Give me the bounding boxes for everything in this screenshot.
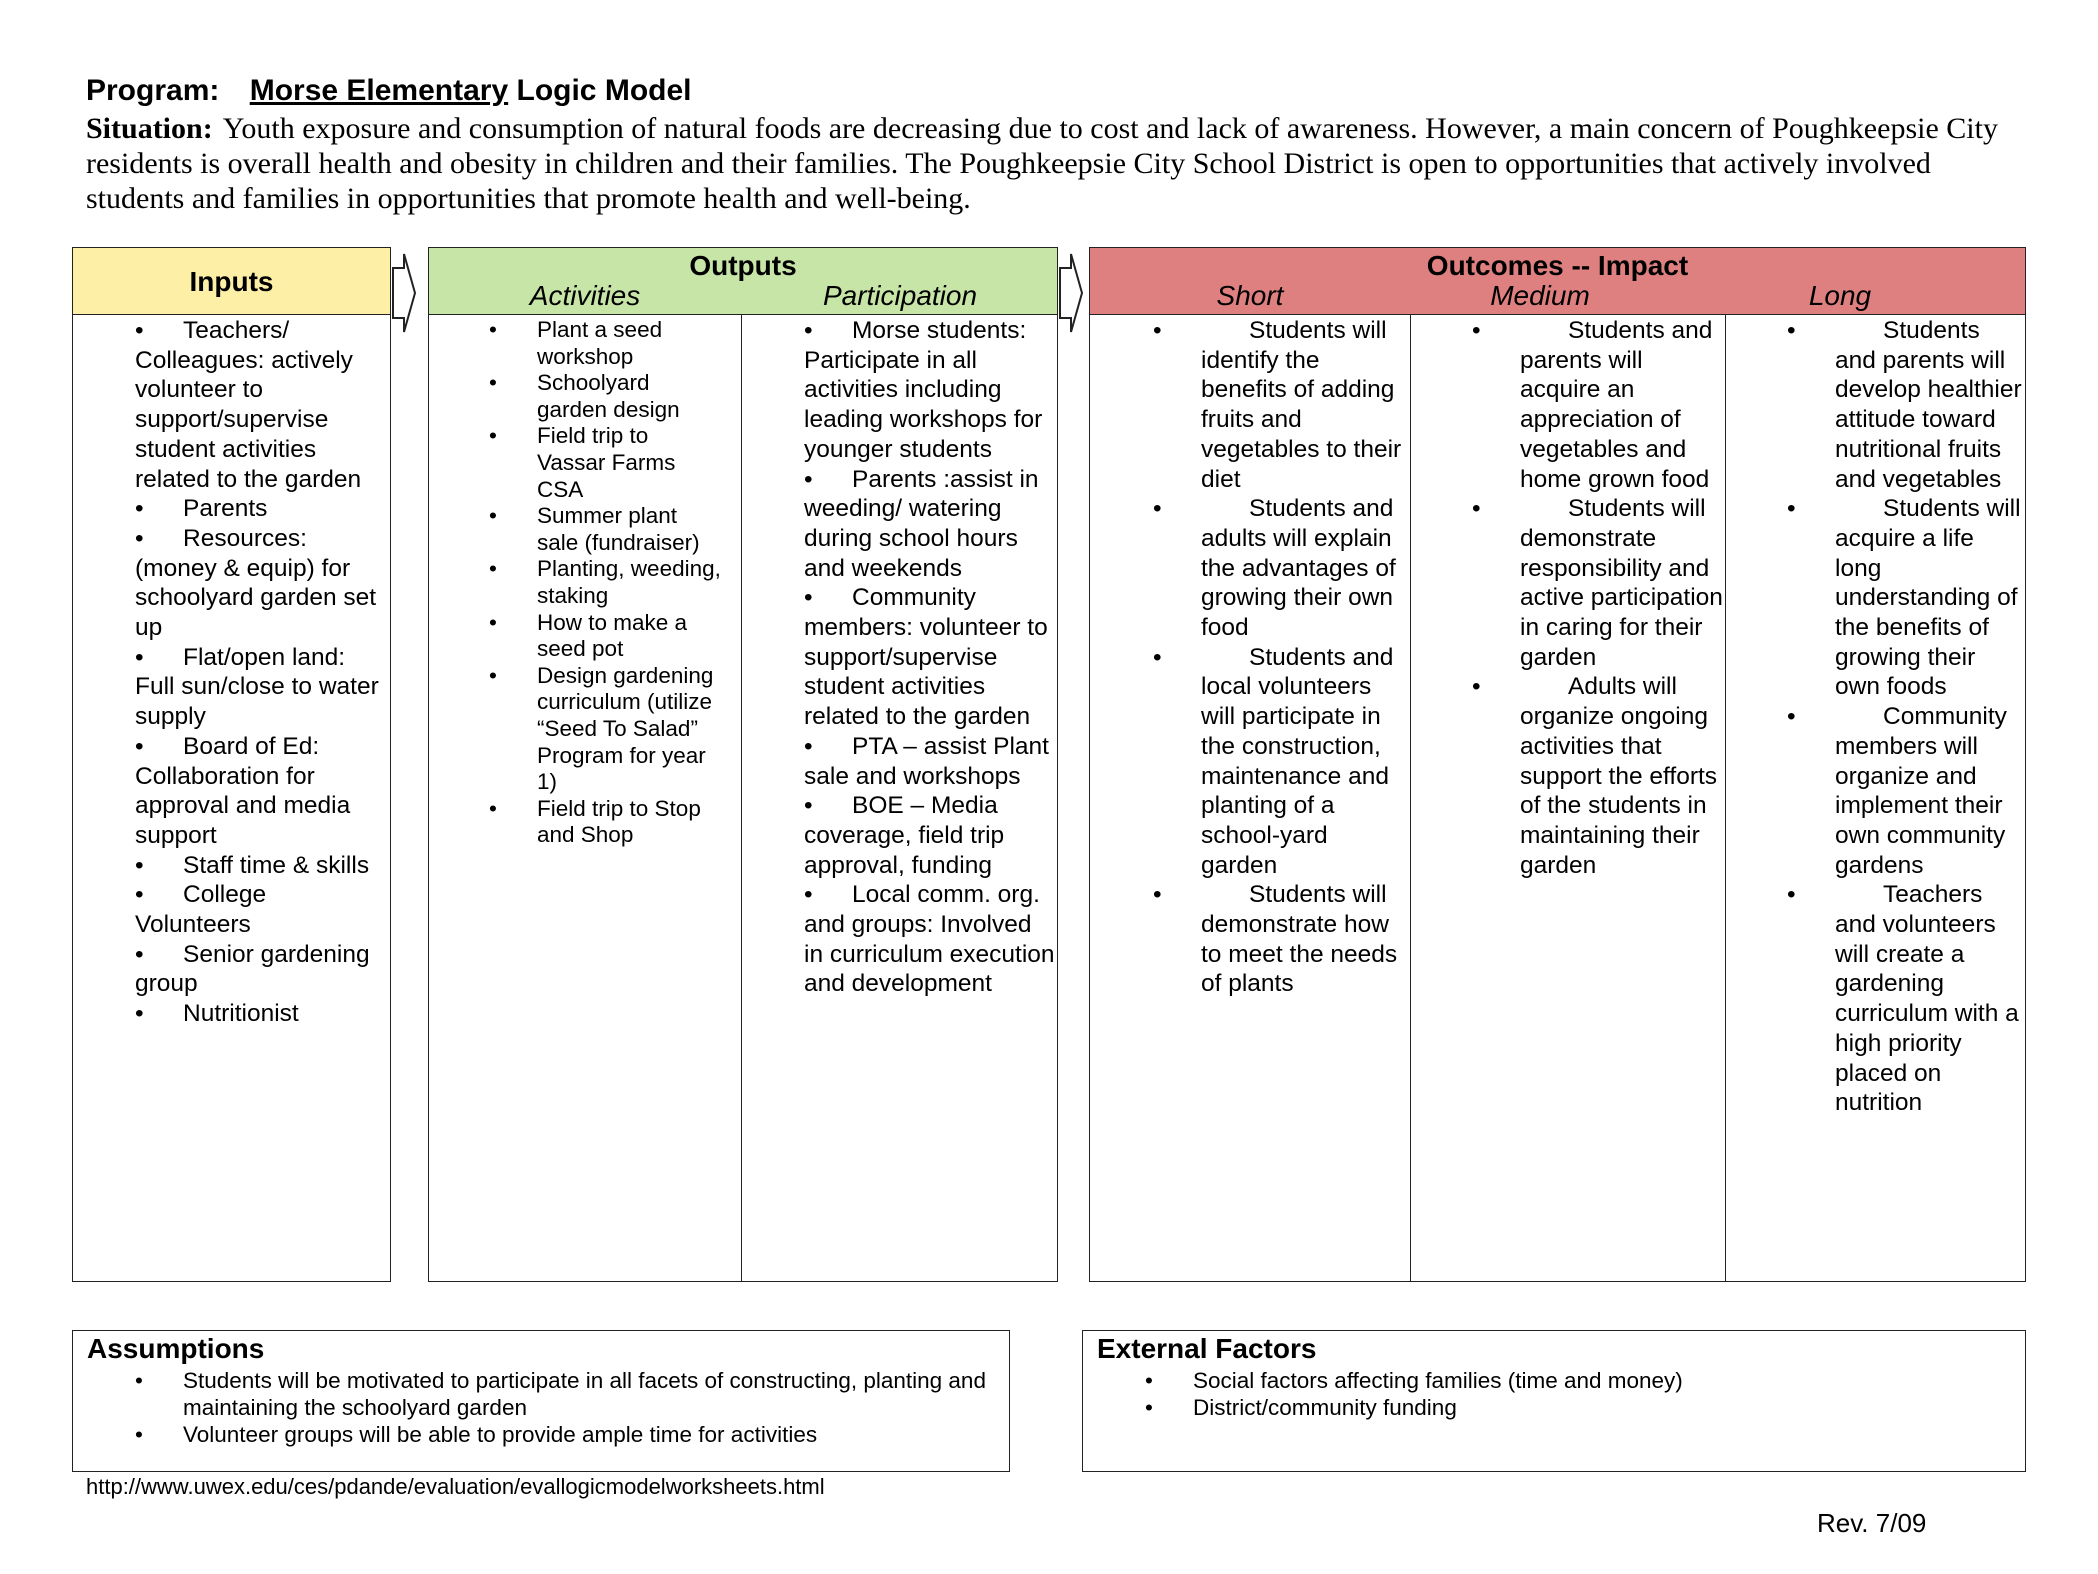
inputs-panel <box>72 247 391 1282</box>
external-factors-box <box>1082 1330 2026 1472</box>
long-outcome-item: • Teachers and volunteers will create a gardening curriculum with a high priority placed on nutrition <box>1787 880 2025 1118</box>
activities-label: Activities <box>529 280 641 311</box>
inputs-title: Inputs <box>189 266 274 297</box>
revision-label: Rev. 7/09 <box>1817 1508 1927 1538</box>
activity-item: • How to make a seed pot <box>489 610 721 663</box>
outputs-divider <box>741 315 742 1281</box>
activity-item: • Field trip to Stop and Shop <box>489 796 721 849</box>
activities-column <box>489 317 721 849</box>
assumption-item: • Volunteer groups will be able to provide ample time for activities <box>135 1421 995 1448</box>
medium-list <box>1472 316 1724 880</box>
medium-outcome-item: • Students and parents will acquire an appreciation of vegetables and home grown food <box>1472 316 1724 494</box>
external-factors-list <box>1145 1367 2005 1421</box>
input-item: • Board of Ed: Collaboration for approval and media support <box>135 732 387 851</box>
long-outcome-item: • Students will acquire a life long understanding of the benefits of growing their own foods <box>1787 494 2025 702</box>
program-suffix: Logic Model <box>516 74 692 107</box>
participation-item: • BOE – Media coverage, field trip approval, funding <box>804 791 1056 880</box>
input-item: • Nutritionist <box>135 999 387 1029</box>
assumptions-title: Assumptions <box>87 1333 265 1364</box>
short-outcome-item: • Students will identify the benefits of adding fruits and vegetables to their diet <box>1153 316 1409 494</box>
source-url: http://www.uwex.edu/ces/pdande/evaluation/evallogicmodelworksheets.html <box>86 1474 825 1499</box>
short-outcome-item: • Students and local volunteers will participate in the construction, maintenance and planting of a school-yard garden <box>1153 643 1409 881</box>
external-factors-title: External Factors <box>1097 1333 1317 1364</box>
participation-column <box>804 316 1056 999</box>
input-item: • Parents <box>135 494 387 524</box>
assumption-item: • Students will be motivated to participate in all facets of constructing, planting and maintaining the schoolyard garden <box>135 1367 995 1421</box>
outcomes-header <box>1090 248 2025 315</box>
input-item: • Resources: (money & equip) for schoolyard garden set up <box>135 524 387 643</box>
input-item: • Senior gardening group <box>135 940 387 999</box>
participation-list <box>804 316 1056 999</box>
outcomes-panel <box>1089 247 2026 1282</box>
medium-label: Medium <box>1490 280 1590 311</box>
outcomes-title: Outcomes -- Impact <box>1426 250 1689 281</box>
input-item: • Staff time & skills <box>135 851 387 881</box>
situation-text: Youth exposure and consumption of natural foods are decreasing due to cost and lack of awareness. However, a main concern of Poughkeepsie City residents is overall health and obesity in children and their families. The Poughkeepsie City School District is open to opportunities that actively involved students and families in opportunities that promote health and well-being. <box>86 112 1998 215</box>
participation-item: • Parents :assist in weeding/ watering during school hours and weekends <box>804 465 1056 584</box>
activity-item: • Design gardening curriculum (utilize “Seed To Salad” Program for year 1) <box>489 663 721 796</box>
participation-item: • Morse students: Participate in all activities including leading workshops for younger students <box>804 316 1056 465</box>
long-outcome-item: • Community members will organize and implement their own community gardens <box>1787 702 2025 880</box>
arrow-right-icon <box>391 252 417 334</box>
situation-label: Situation: <box>86 112 213 145</box>
medium-outcome-item: • Adults will organize ongoing activities that support the efforts of the students in maintaining their garden <box>1472 672 1724 880</box>
medium-long-divider <box>1725 315 1726 1281</box>
arrow-right-icon <box>1058 252 1084 334</box>
input-item: • Flat/open land: Full sun/close to water supply <box>135 643 387 732</box>
participation-item: • Local comm. org. and groups: Involved in curriculum execution and development <box>804 880 1056 999</box>
external-factor-item: • District/community funding <box>1145 1394 2005 1421</box>
participation-item: • PTA – assist Plant sale and workshops <box>804 732 1056 791</box>
program-name: Morse Elementary <box>249 74 509 107</box>
assumptions-list <box>135 1367 995 1448</box>
inputs-header <box>73 248 390 315</box>
activity-item: • Summer plant sale (fundraiser) <box>489 503 721 556</box>
short-list <box>1153 316 1409 999</box>
long-outcome-item: • Students and parents will develop healthier attitude toward nutritional fruits and vegetables <box>1787 316 2025 494</box>
short-label: Short <box>1216 280 1284 311</box>
medium-outcome-item: • Students will demonstrate responsibility and active participation in caring for their garden <box>1472 494 1724 672</box>
inputs-column <box>135 316 387 1029</box>
input-item: • Teachers/ Colleagues: actively volunteer to support/supervise student activities related to the garden <box>135 316 387 494</box>
participation-item: • Community members: volunteer to support/supervise student activities related to the garden <box>804 583 1056 732</box>
inputs-list <box>135 316 387 1029</box>
activity-item: • Plant a seed workshop <box>489 317 721 370</box>
activity-item: • Planting, weeding, staking <box>489 556 721 609</box>
activity-item: • Field trip to Vassar Farms CSA <box>489 423 721 503</box>
situation-statement <box>86 111 2031 216</box>
short-outcome-item: • Students will demonstrate how to meet the needs of plants <box>1153 880 1409 999</box>
outputs-panel <box>428 247 1058 1282</box>
outputs-header <box>429 248 1057 315</box>
long-label: Long <box>1808 280 1872 311</box>
short-outcome-item: • Students and adults will explain the advantages of growing their own food <box>1153 494 1409 643</box>
participation-label: Participation <box>822 280 978 311</box>
long-column <box>1787 316 2025 1118</box>
short-medium-divider <box>1410 315 1411 1281</box>
program-title <box>86 74 692 108</box>
input-item: • College Volunteers <box>135 880 387 939</box>
outputs-title: Outputs <box>689 250 797 281</box>
activity-item: • Schoolyard garden design <box>489 370 721 423</box>
short-column <box>1153 316 1409 999</box>
external-factor-item: • Social factors affecting families (time and money) <box>1145 1367 2005 1394</box>
program-label: Program: <box>86 74 220 107</box>
assumptions-box <box>72 1330 1010 1472</box>
activities-list <box>489 317 721 849</box>
long-list <box>1787 316 2025 1118</box>
medium-column <box>1472 316 1724 880</box>
